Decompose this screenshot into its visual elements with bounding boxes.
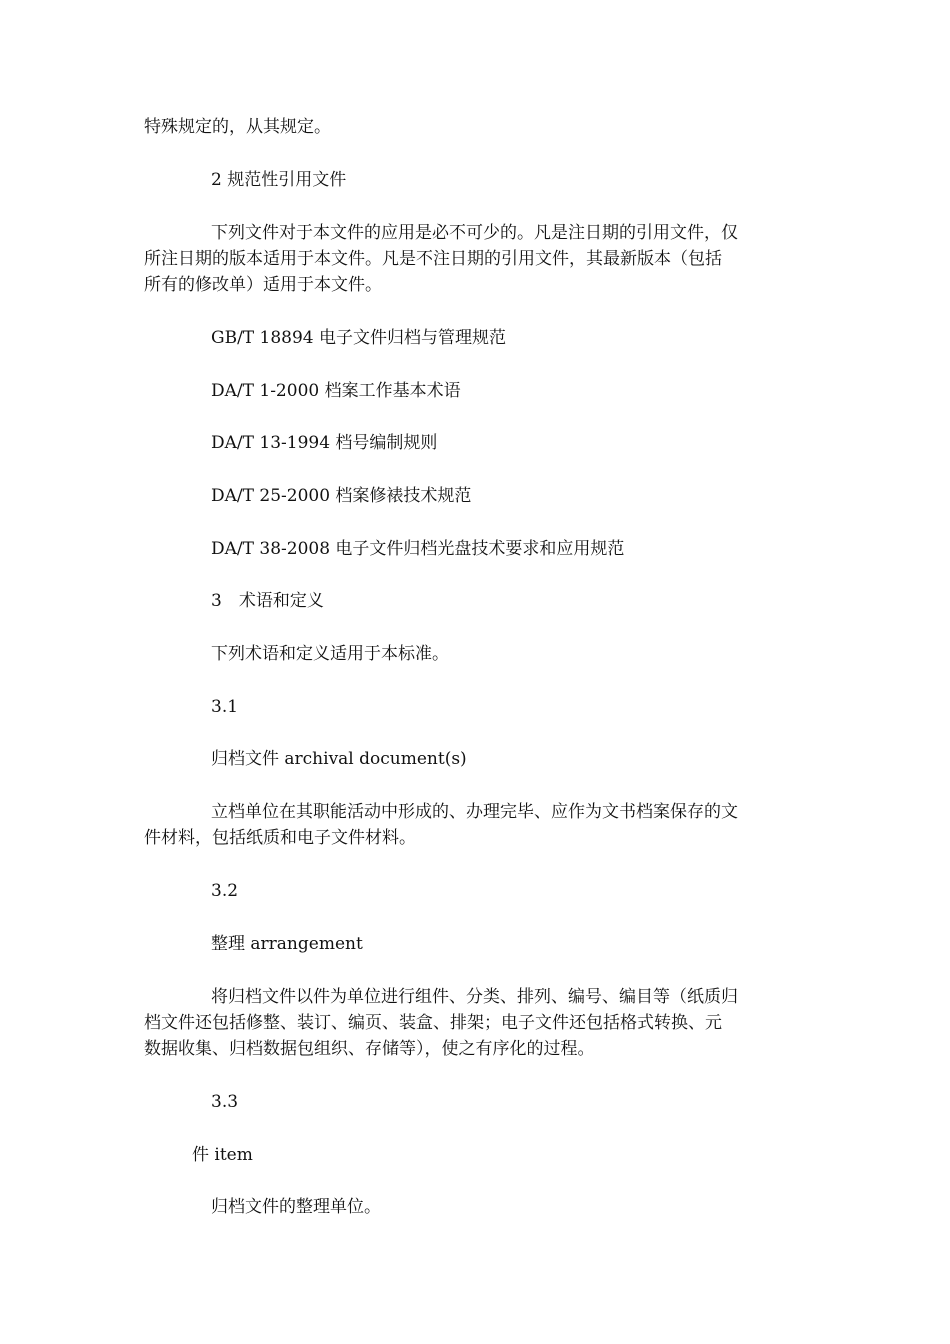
- term-3-2-definition-line-3: 数据收集、归档数据包组织、存储等），使之有序化的过程。: [144, 1039, 595, 1059]
- reference-dat-25-2000: DA/T 25-2000 档案修裱技术规范: [211, 486, 472, 506]
- term-3-3-title: 件 item: [192, 1145, 253, 1165]
- reference-gbt-18894: GB/T 18894 电子文件归档与管理规范: [211, 328, 507, 348]
- term-3-2-definition-line-1: 将归档文件以件为单位进行组件、分类、排列、编号、编目等（纸质归: [211, 987, 738, 1007]
- term-3-2-number: 3.2: [211, 881, 239, 901]
- paragraph-continuation: 特殊规定的，从其规定。: [144, 117, 331, 137]
- reference-dat-1-2000: DA/T 1-2000 档案工作基本术语: [211, 381, 461, 401]
- term-3-3-definition: 归档文件的整理单位。: [211, 1197, 381, 1217]
- term-3-2-title: 整理 arrangement: [211, 934, 363, 954]
- reference-dat-13-1994: DA/T 13-1994 档号编制规则: [211, 433, 438, 453]
- section-2-intro-line-2: 所注日期的版本适用于本文件。凡是不注日期的引用文件，其最新版本（包括: [144, 249, 722, 269]
- term-3-3-number: 3.3: [211, 1092, 239, 1112]
- term-3-2-definition-line-2: 档文件还包括修整、装订、编页、装盒、排架；电子文件还包括格式转换、元: [144, 1013, 722, 1033]
- section-2-intro-line-1: 下列文件对于本文件的应用是必不可少的。凡是注日期的引用文件，仅: [211, 223, 738, 243]
- reference-dat-38-2008: DA/T 38-2008 电子文件归档光盘技术要求和应用规范: [211, 539, 625, 559]
- term-3-1-definition-line-2: 件材料，包括纸质和电子文件材料。: [144, 828, 416, 848]
- term-3-1-number: 3.1: [211, 697, 239, 717]
- section-2-heading: 2 规范性引用文件: [211, 170, 347, 190]
- section-3-heading: 3 术语和定义: [211, 591, 324, 611]
- term-3-1-title: 归档文件 archival document(s): [211, 749, 467, 769]
- section-2-intro-line-3: 所有的修改单）适用于本文件。: [144, 275, 382, 295]
- section-3-intro: 下列术语和定义适用于本标准。: [211, 644, 449, 664]
- term-3-1-definition-line-1: 立档单位在其职能活动中形成的、办理完毕、应作为文书档案保存的文: [211, 802, 738, 822]
